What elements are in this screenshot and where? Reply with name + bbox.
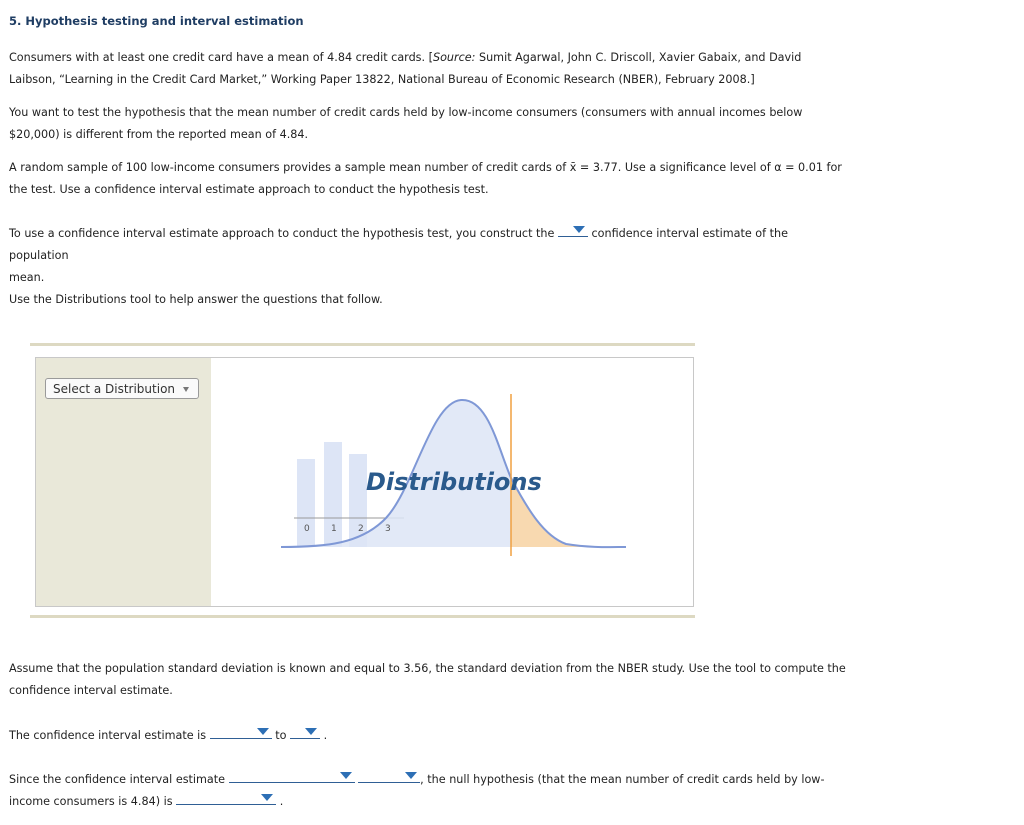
- sample-paragraph: [9, 157, 849, 201]
- conclusion-text-end: .: [279, 795, 284, 808]
- question-heading: 5. Hypothesis testing and interval estimation: [9, 14, 304, 28]
- conclusion-text-c: income consumers is 4.84) is: [9, 795, 173, 808]
- logo-tick-3: 3: [385, 524, 391, 534]
- reject-decision-dropdown[interactable]: [176, 791, 276, 805]
- assume-paragraph: [9, 658, 849, 702]
- construct-text-c: mean.: [9, 271, 45, 284]
- hypothesized-value-dropdown[interactable]: [358, 769, 420, 783]
- source-label: Source:: [432, 51, 476, 64]
- interval-question: [9, 725, 849, 747]
- intro-paragraph: [9, 47, 849, 91]
- sample-line-2: the test. Use a confidence interval estimate approach to conduct the hypothesis test.: [9, 183, 489, 196]
- chevron-down-icon: [340, 772, 352, 779]
- logo-tick-2: 2: [358, 524, 364, 534]
- intro-text-c: Laibson, “Learning in the Credit Card Market,” Working Paper 13822, National Bureau of Economic Research (NBER), February 2008.]: [9, 73, 755, 86]
- intro-text-a: Consumers with at least one credit card have a mean of 4.84 credit cards. [: [9, 51, 433, 64]
- interval-text-end: .: [323, 729, 328, 742]
- interval-text-a: The confidence interval estimate is: [9, 729, 207, 742]
- assume-line-1: Assume that the population standard deviation is known and equal to 3.56, the standard deviation from the NBER study. Use the tool to compute the: [9, 662, 846, 675]
- tool-instruction: Use the Distributions tool to help answer the questions that follow.: [9, 293, 383, 306]
- conclusion-text-a: Since the confidence interval estimate: [9, 773, 226, 786]
- logo-word: Distributions: [366, 468, 542, 496]
- construct-text-a: To use a confidence interval estimate approach to conduct the hypothesis test, you construct the: [9, 227, 555, 240]
- chevron-down-icon: [257, 728, 269, 735]
- select-distribution-label: Select a Distribution: [53, 382, 176, 396]
- hypothesis-line-2: $20,000) is different from the reported mean of 4.84.: [9, 128, 309, 141]
- interval-text-to: to: [275, 729, 287, 742]
- tool-top-divider: [30, 343, 695, 346]
- chevron-down-icon: [261, 794, 273, 801]
- conclusion-text-b: , the null hypothesis (that the mean number of credit cards held by low-: [420, 773, 825, 786]
- sample-line-1: A random sample of 100 low-income consumers provides a sample mean number of credit cards of x̄ = 3.77. Use a significance level of α = 0.01 for: [9, 161, 842, 174]
- tool-bottom-divider: [30, 615, 695, 618]
- hypothesis-line-1: You want to test the hypothesis that the mean number of credit cards held by low-income consumers (consumers with annual incomes below: [9, 106, 803, 119]
- distributions-tool[interactable]: [35, 357, 694, 607]
- chevron-down-icon: [405, 772, 417, 779]
- intro-text-b: Sumit Agarwal, John C. Driscoll, Xavier Gabaix, and David: [475, 51, 802, 64]
- confidence-level-dropdown[interactable]: [558, 223, 588, 237]
- construct-paragraph: [9, 223, 849, 289]
- hypothesis-paragraph: [9, 102, 849, 146]
- logo-tick-1: 1: [331, 524, 337, 534]
- lower-bound-dropdown[interactable]: [210, 725, 272, 739]
- chevron-down-icon: [573, 226, 585, 233]
- conclusion-question: [9, 769, 849, 813]
- logo-tick-0: 0: [304, 524, 310, 534]
- chevron-down-icon: [305, 728, 317, 735]
- upper-bound-dropdown[interactable]: [290, 725, 320, 739]
- construct-text-b: confidence interval estimate of the population: [9, 227, 788, 262]
- distributions-logo: [36, 358, 693, 606]
- assume-line-2: confidence interval estimate.: [9, 684, 173, 697]
- interval-contains-dropdown[interactable]: [229, 769, 355, 783]
